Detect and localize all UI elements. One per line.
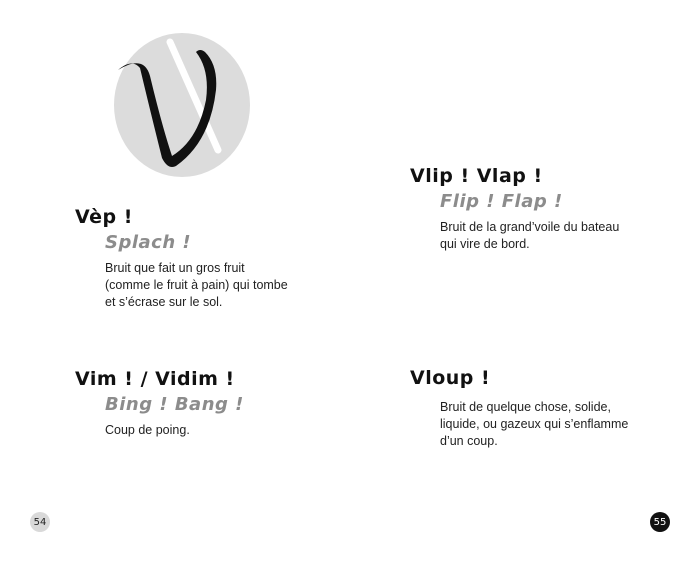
entry-definition: Bruit de la grand’voile du bateau qui vire de bord. [440,220,620,251]
entry-term: Vloup ! [410,367,491,389]
entry-translation: Flip ! Flap ! [440,191,563,212]
page-number-right: 55 [650,512,670,532]
entry-definition: Bruit de quelque chose, solide, liquide, ou gazeux qui s’enflamme d’un coup. [440,400,629,448]
entry-vim [75,368,244,439]
entry-term: Vèp ! [75,206,133,228]
entry-definition: Bruit que fait un gros fruit (comme le fruit à pain) qui tombe et s’écrase sur le sol. [105,261,288,309]
entry-vep [75,206,288,311]
page-number-left: 54 [30,512,50,532]
entry-translation: Bing ! Bang ! [105,394,244,415]
entry-term: Vlip ! Vlap ! [410,165,543,187]
entry-term: Vim ! / Vidim ! [75,368,235,390]
entry-definition: Coup de poing. [105,423,190,437]
letter-v-illustration [110,30,255,180]
entry-vloup [410,367,628,450]
entry-vlip [410,165,619,253]
entry-translation: Splach ! [105,232,192,253]
